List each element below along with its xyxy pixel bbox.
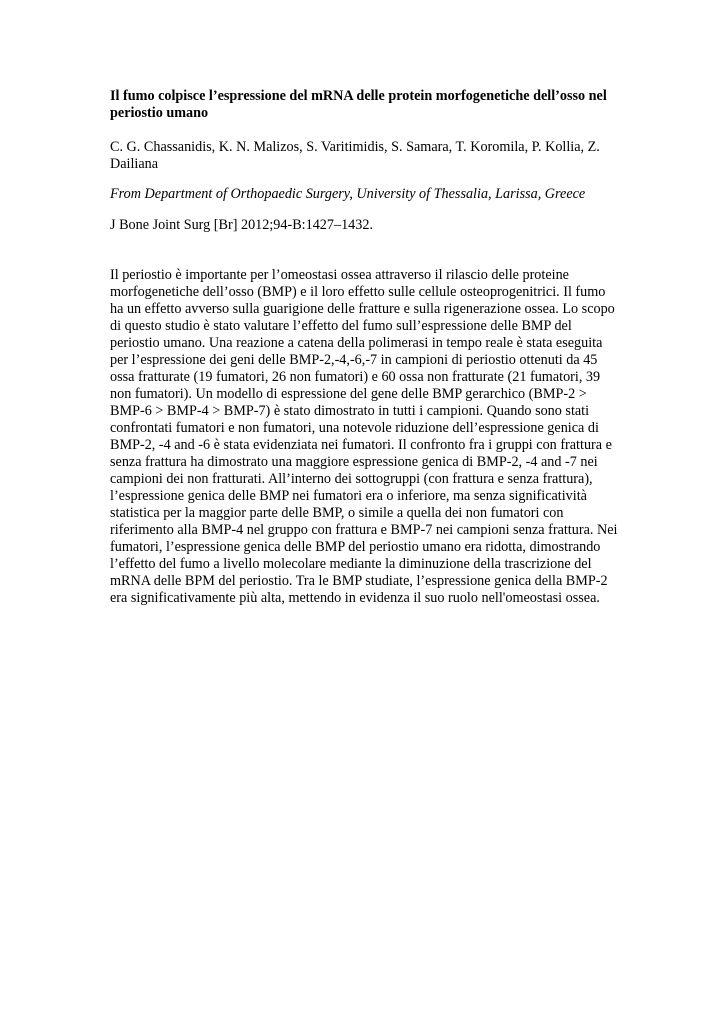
author-list: C. G. Chassanidis, K. N. Malizos, S. Varitimidis, S. Samara, T. Koromila, P. Kollia, Z. Dailiana bbox=[110, 139, 600, 172]
document-page bbox=[110, 88, 620, 607]
paper-title: Il fumo colpisce l’espressione del mRNA delle protein morfogenetiche dell’osso nel periostio umano bbox=[110, 88, 607, 121]
journal-citation: J Bone Joint Surg [Br] 2012;94-B:1427–1432. bbox=[110, 217, 374, 233]
affiliation: From Department of Orthopaedic Surgery, University of Thessalia, Larissa, Greece bbox=[110, 186, 586, 202]
abstract-text: Il periostio è importante per l’omeostasi ossea attraverso il rilascio delle proteine morfogenetiche dell’osso (BMP) e il loro effetto sulle cellule osteoprogenitrici. Il fumo ha un effetto avverso sulla guarigione delle fratture e sulla rigenerazione ossea. Lo scopo di questo studio è stato valutare l’effetto del fumo sull’espressione delle BMP del periostio umano. Una reazione a catena della polimerasi in tempo reale è stata eseguita per l’espressione dei geni delle BMP-2,-4,-6,-7 in campioni di periostio ottenuti da 45 ossa fratturate (19 fumatori, 26 non fumatori) e 60 ossa non fratturate (21 fumatori, 39 non fumatori). Un modello di espressione del gene delle BMP gerarchico (BMP-2 > BMP-6 > BMP-4 > BMP-7) è stato dimostrato in tutti i campioni. Quando sono stati confrontati fumatori e non fumatori, una notevole riduzione dell’espressione genica di BMP-2, -4 and -6 è stata evidenziata nei fumatori. Il confronto fra i gruppi con frattura e senza frattura ha dimostrato una maggiore espressione genica di BMP-2, -4 and -7 nei campioni dei non fratturati. All’interno dei sottogruppi (con frattura e senza frattura), l’espressione genica delle BMP nei fumatori era o inferiore, ma senza significatività statistica per la maggior parte delle BMP, o simile a quella dei non fumatori con riferimento alla BMP-4 nel gruppo con frattura e BMP-7 nei campioni senza frattura. Nei fumatori, l’espressione genica delle BMP del periostio umano era ridotta, dimostrando l’effetto del fumo a livello molecolare mediante la diminuzione della trascrizione del mRNA delle BPM del periostio. Tra le BMP studiate, l’espressione genica della BMP-2 era significativamente più alta, mettendo in evidenza il suo ruolo nell'omeostasi ossea. bbox=[110, 267, 618, 606]
